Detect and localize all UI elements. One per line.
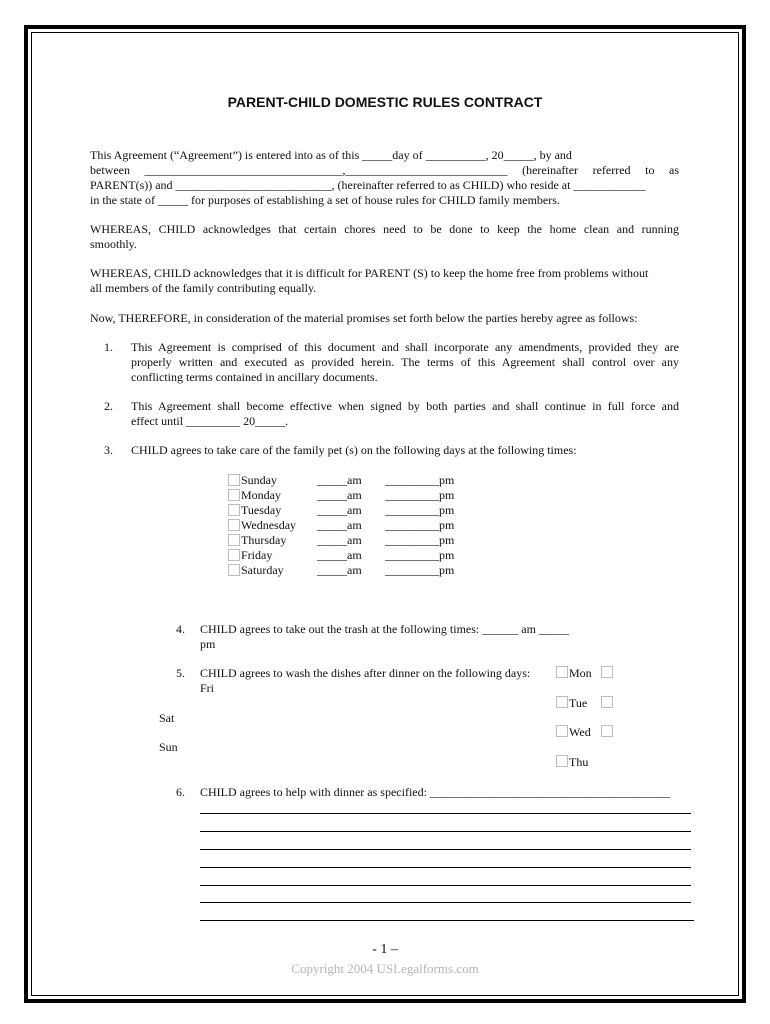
schedule-am: _____am [317, 473, 362, 487]
sat-checkbox[interactable] [601, 696, 613, 708]
clause-line: effect until _________ 20_____. [131, 414, 289, 428]
schedule-day: Sunday [241, 473, 277, 487]
document-title: PARENT-CHILD DOMESTIC RULES CONTRACT [227, 94, 543, 110]
page-number: - 1 – [372, 942, 398, 957]
schedule-pm: _________pm [385, 503, 455, 517]
day-label-mon: Mon [569, 666, 592, 680]
whereas-line: smoothly. [90, 237, 137, 251]
clause-line: CHILD agrees to take care of the family pet (s) on the following days at the following times: [131, 443, 577, 457]
day-label-wed: Wed [569, 725, 591, 739]
day-label-sat: Sat [159, 711, 175, 725]
blank-line[interactable] [200, 902, 691, 903]
schedule-day: Thursday [241, 533, 287, 547]
whereas-line: WHEREAS, CHILD acknowledges that it is difficult for PARENT (S) to keep the home free from problems without [90, 266, 649, 280]
clause-line: This Agreement is comprised of this document and shall incorporate any amendments, provided they are [131, 340, 679, 354]
copyright-watermark: Copyright 2004 USLegalforms.com [291, 961, 479, 976]
mon-checkbox[interactable] [556, 666, 568, 678]
clause-1-text [131, 340, 679, 385]
therefore-line: Now, THEREFORE, in consideration of the material promises set forth below the parties hereby agree as follows: [90, 311, 638, 325]
clause-line: conflicting terms contained in ancillary documents. [131, 370, 378, 384]
clause-6-text: CHILD agrees to help with dinner as specified: ________________________________________ [200, 785, 670, 799]
blank-line[interactable] [200, 849, 691, 850]
schedule-am: _____am [317, 548, 362, 562]
schedule-day: Monday [241, 488, 281, 502]
monday-checkbox[interactable] [228, 489, 240, 501]
intro-line: in the state of _____ for purposes of establishing a set of house rules for CHILD family members. [90, 193, 560, 207]
clause-2-number: 2. [104, 399, 113, 413]
schedule-am: _____am [317, 563, 362, 577]
thursday-checkbox[interactable] [228, 534, 240, 546]
clause-3-text [131, 443, 679, 458]
clause-5-number: 5. [176, 666, 185, 680]
schedule-pm: _________pm [385, 518, 455, 532]
whereas-paragraph-2 [90, 266, 679, 296]
wednesday-checkbox[interactable] [228, 519, 240, 531]
schedule-pm: _________pm [385, 563, 455, 577]
schedule-am: _____am [317, 488, 362, 502]
schedule-pm: _________pm [385, 488, 455, 502]
clause-line: This Agreement shall become effective when signed by both parties and shall continue in full force and [131, 399, 679, 413]
sun-checkbox[interactable] [601, 725, 613, 737]
schedule-day: Wednesday [241, 518, 297, 532]
schedule-pm: _________pm [385, 533, 455, 547]
friday-checkbox[interactable] [228, 549, 240, 561]
schedule-am: _____am [317, 503, 362, 517]
blank-line[interactable] [200, 920, 694, 921]
clause-4-number: 4. [176, 622, 185, 636]
tue-checkbox[interactable] [556, 696, 568, 708]
day-label-fri: Fri [200, 681, 215, 695]
clause-4-text-cont: pm [200, 637, 216, 651]
day-label-sun: Sun [159, 740, 178, 754]
day-label-tue: Tue [569, 696, 588, 710]
intro-line: between _________________________________,___________________________ (hereinafter referred to as [90, 163, 679, 177]
whereas-line: WHEREAS, CHILD acknowledges that certain chores need to be done to keep the home clean and running [90, 222, 679, 236]
sunday-checkbox[interactable] [228, 474, 240, 486]
day-label-thu: Thu [569, 755, 589, 769]
saturday-checkbox[interactable] [228, 564, 240, 576]
whereas-line: all members of the family contributing equally. [90, 281, 317, 295]
schedule-am: _____am [317, 518, 362, 532]
clause-1-number: 1. [104, 340, 113, 354]
intro-paragraph [90, 148, 679, 208]
blank-line[interactable] [200, 885, 691, 886]
clause-6-number: 6. [176, 785, 185, 799]
schedule-pm: _________pm [385, 548, 455, 562]
clause-2-text [131, 399, 679, 429]
blank-line[interactable] [200, 831, 691, 832]
intro-line: PARENT(s)) and __________________________, (hereinafter referred to as CHILD) who reside at ____________ [90, 178, 646, 192]
schedule-day: Saturday [241, 563, 284, 577]
wed-checkbox[interactable] [556, 725, 568, 737]
blank-line[interactable] [200, 813, 691, 814]
schedule-pm: _________pm [385, 473, 455, 487]
intro-line: This Agreement (“Agreement”) is entered into as of this _____day of __________, 20_____, by and [90, 148, 572, 162]
fri-checkbox[interactable] [601, 666, 613, 678]
tuesday-checkbox[interactable] [228, 504, 240, 516]
schedule-am: _____am [317, 533, 362, 547]
blank-line[interactable] [200, 867, 691, 868]
clause-line: properly written and executed as provided herein. The terms of this Agreement shall control over any [131, 355, 679, 369]
thu-checkbox[interactable] [556, 755, 568, 767]
schedule-day: Friday [241, 548, 273, 562]
therefore-paragraph [90, 311, 679, 326]
schedule-day: Tuesday [241, 503, 282, 517]
clause-5-text: CHILD agrees to wash the dishes after dinner on the following days: [200, 666, 531, 680]
clause-4-text: CHILD agrees to take out the trash at the following times: ______ am _____ [200, 622, 569, 636]
clause-3-number: 3. [104, 443, 113, 457]
whereas-paragraph-1 [90, 222, 679, 252]
